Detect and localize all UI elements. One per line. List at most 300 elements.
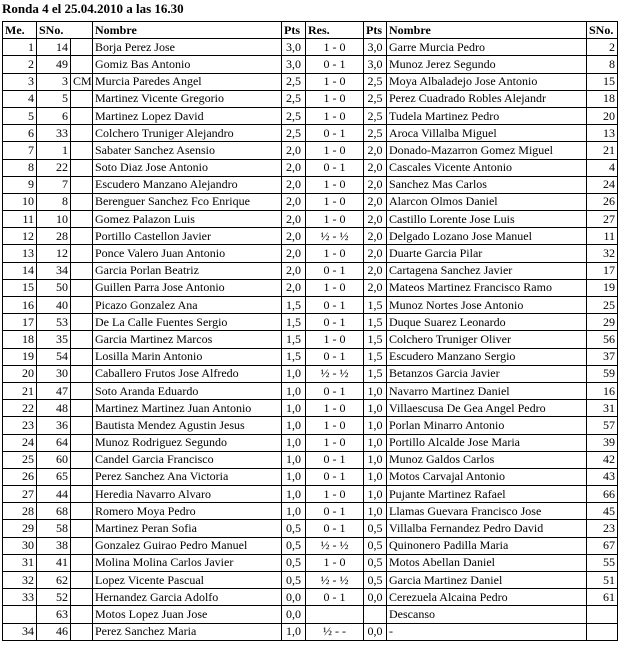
white-start-number: 64 <box>37 434 71 451</box>
table-row <box>3 503 618 520</box>
black-points: 2,0 <box>364 279 387 296</box>
white-player-name: De La Calle Fuentes Sergio <box>93 314 282 331</box>
black-start-number: 66 <box>587 486 618 503</box>
header-res: Res. <box>306 22 364 39</box>
white-title <box>71 572 93 589</box>
table-row <box>3 245 618 262</box>
white-start-number: 38 <box>37 537 71 554</box>
black-player-name: Cascales Vicente Antonio <box>387 159 587 176</box>
board-number: 33 <box>3 589 37 606</box>
result: 0 - 1 <box>306 520 364 537</box>
white-title <box>71 417 93 434</box>
white-player-name: Lopez Vicente Pascual <box>93 572 282 589</box>
white-title: CM <box>71 73 93 90</box>
white-player-name: Romero Moya Pedro <box>93 503 282 520</box>
white-title <box>71 314 93 331</box>
black-points: 2,0 <box>364 142 387 159</box>
white-title <box>71 279 93 296</box>
table-row <box>3 468 618 485</box>
board-number: 19 <box>3 348 37 365</box>
white-title <box>71 623 93 640</box>
black-start-number: 55 <box>587 554 618 571</box>
white-points: 2,0 <box>282 228 306 245</box>
table-row <box>3 589 618 606</box>
white-start-number: 65 <box>37 468 71 485</box>
white-title <box>71 125 93 142</box>
result: ½ - ½ <box>306 537 364 554</box>
board-number: 2 <box>3 56 37 73</box>
white-start-number: 7 <box>37 176 71 193</box>
black-start-number: 43 <box>587 468 618 485</box>
board-number: 8 <box>3 159 37 176</box>
white-start-number: 14 <box>37 39 71 56</box>
black-points: 1,0 <box>364 400 387 417</box>
result: 1 - 0 <box>306 331 364 348</box>
board-number: 22 <box>3 400 37 417</box>
result <box>306 606 364 623</box>
white-title <box>71 434 93 451</box>
black-points: 2,0 <box>364 228 387 245</box>
black-start-number: 16 <box>587 382 618 399</box>
table-row <box>3 572 618 589</box>
black-points: 2,0 <box>364 245 387 262</box>
white-start-number: 47 <box>37 382 71 399</box>
result: 1 - 0 <box>306 434 364 451</box>
white-player-name: Martinez Lopez David <box>93 107 282 124</box>
black-start-number: 32 <box>587 245 618 262</box>
white-start-number: 46 <box>37 623 71 640</box>
black-player-name: Sanchez Mas Carlos <box>387 176 587 193</box>
black-points: 0,5 <box>364 520 387 537</box>
table-row <box>3 90 618 107</box>
result: 1 - 0 <box>306 211 364 228</box>
white-start-number: 36 <box>37 417 71 434</box>
black-points: 1,0 <box>364 503 387 520</box>
header-pts: Pts <box>282 22 306 39</box>
black-start-number: 17 <box>587 262 618 279</box>
white-points: 2,0 <box>282 211 306 228</box>
table-row <box>3 417 618 434</box>
board-number: 25 <box>3 451 37 468</box>
white-title <box>71 520 93 537</box>
white-start-number: 6 <box>37 107 71 124</box>
white-title <box>71 107 93 124</box>
white-points: 2,0 <box>282 245 306 262</box>
black-points: 2,5 <box>364 125 387 142</box>
black-start-number: 51 <box>587 572 618 589</box>
black-player-name: Perez Cuadrado Robles Alejandr <box>387 90 587 107</box>
header-pts-2: Pts <box>364 22 387 39</box>
board-number: 1 <box>3 39 37 56</box>
white-title <box>71 537 93 554</box>
table-row <box>3 107 618 124</box>
result: 0 - 1 <box>306 297 364 314</box>
result: 0 - 1 <box>306 262 364 279</box>
white-start-number: 50 <box>37 279 71 296</box>
white-title <box>71 90 93 107</box>
white-points: 2,5 <box>282 107 306 124</box>
white-player-name: Hernandez Garcia Adolfo <box>93 589 282 606</box>
black-player-name: Garre Murcia Pedro <box>387 39 587 56</box>
black-start-number: 2 <box>587 39 618 56</box>
white-points: 1,0 <box>282 434 306 451</box>
table-row <box>3 400 618 417</box>
white-start-number: 63 <box>37 606 71 623</box>
black-start-number: 24 <box>587 176 618 193</box>
white-player-name: Perez Sanchez Ana Victoria <box>93 468 282 485</box>
white-title <box>71 503 93 520</box>
white-start-number: 68 <box>37 503 71 520</box>
black-start-number: 27 <box>587 211 618 228</box>
white-title <box>71 142 93 159</box>
black-player-name: Munoz Nortes Jose Antonio <box>387 297 587 314</box>
white-start-number: 5 <box>37 90 71 107</box>
white-points: 2,0 <box>282 279 306 296</box>
result: 0 - 1 <box>306 125 364 142</box>
result: 1 - 0 <box>306 486 364 503</box>
black-player-name: Motos Abellan Daniel <box>387 554 587 571</box>
table-row <box>3 211 618 228</box>
board-number: 20 <box>3 365 37 382</box>
white-points: 2,5 <box>282 90 306 107</box>
black-points: 1,5 <box>364 297 387 314</box>
black-start-number: 57 <box>587 417 618 434</box>
white-points: 1,0 <box>282 417 306 434</box>
black-points: 2,0 <box>364 176 387 193</box>
table-row <box>3 554 618 571</box>
black-start-number: 37 <box>587 348 618 365</box>
black-player-name: Escudero Manzano Sergio <box>387 348 587 365</box>
result: ½ - ½ <box>306 228 364 245</box>
black-points: 3,0 <box>364 39 387 56</box>
black-start-number: 11 <box>587 228 618 245</box>
board-number: 26 <box>3 468 37 485</box>
black-player-name: Mateos Martinez Francisco Ramo <box>387 279 587 296</box>
white-title <box>71 193 93 210</box>
black-player-name: Betanzos Garcia Javier <box>387 365 587 382</box>
white-start-number: 58 <box>37 520 71 537</box>
result: 0 - 1 <box>306 468 364 485</box>
white-title <box>71 228 93 245</box>
white-player-name: Losilla Marin Antonio <box>93 348 282 365</box>
white-points: 2,5 <box>282 125 306 142</box>
board-number: 15 <box>3 279 37 296</box>
white-title <box>71 159 93 176</box>
white-start-number: 40 <box>37 297 71 314</box>
white-player-name: Sabater Sanchez Asensio <box>93 142 282 159</box>
black-player-name: Moya Albaladejo Jose Antonio <box>387 73 587 90</box>
white-player-name: Gonzalez Guirao Pedro Manuel <box>93 537 282 554</box>
table-row <box>3 125 618 142</box>
black-points: 2,5 <box>364 73 387 90</box>
black-start-number: 19 <box>587 279 618 296</box>
board-number: 18 <box>3 331 37 348</box>
round-title: Ronda 4 el 25.04.2010 a las 16.30 <box>2 1 184 16</box>
black-points: 1,0 <box>364 434 387 451</box>
white-points: 0,0 <box>282 606 306 623</box>
table-row <box>3 331 618 348</box>
black-player-name: Motos Carvajal Antonio <box>387 468 587 485</box>
black-points: 2,0 <box>364 193 387 210</box>
table-row <box>3 434 618 451</box>
white-title <box>71 382 93 399</box>
table-row <box>3 623 618 640</box>
black-start-number <box>587 606 618 623</box>
white-points: 3,0 <box>282 39 306 56</box>
black-points: 1,5 <box>364 365 387 382</box>
black-start-number: 21 <box>587 142 618 159</box>
result: ½ - ½ <box>306 365 364 382</box>
white-player-name: Gomez Palazon Luis <box>93 211 282 228</box>
white-player-name: Berenguer Sanchez Fco Enrique <box>93 193 282 210</box>
board-number: 7 <box>3 142 37 159</box>
board-number: 5 <box>3 107 37 124</box>
board-number: 6 <box>3 125 37 142</box>
black-points: 1,0 <box>364 451 387 468</box>
board-number <box>3 606 37 623</box>
result: ½ - ½ <box>306 572 364 589</box>
white-start-number: 48 <box>37 400 71 417</box>
white-player-name: Picazo Gonzalez Ana <box>93 297 282 314</box>
board-number: 4 <box>3 90 37 107</box>
white-points: 2,0 <box>282 159 306 176</box>
white-player-name: Martinez Martinez Juan Antonio <box>93 400 282 417</box>
white-start-number: 35 <box>37 331 71 348</box>
board-number: 34 <box>3 623 37 640</box>
black-start-number: 13 <box>587 125 618 142</box>
white-title <box>71 606 93 623</box>
black-points: 1,0 <box>364 382 387 399</box>
white-start-number: 12 <box>37 245 71 262</box>
result: 1 - 0 <box>306 73 364 90</box>
black-start-number: 26 <box>587 193 618 210</box>
table-row <box>3 228 618 245</box>
white-start-number: 28 <box>37 228 71 245</box>
white-start-number: 34 <box>37 262 71 279</box>
white-points: 1,0 <box>282 468 306 485</box>
black-start-number: 8 <box>587 56 618 73</box>
black-player-name: Garcia Martinez Daniel <box>387 572 587 589</box>
black-start-number: 18 <box>587 90 618 107</box>
black-player-name: Duque Suarez Leonardo <box>387 314 587 331</box>
black-points: 2,0 <box>364 262 387 279</box>
header-row <box>3 22 618 39</box>
table-row <box>3 451 618 468</box>
table-row <box>3 520 618 537</box>
black-start-number <box>587 623 618 640</box>
black-player-name: Castillo Lorente Jose Luis <box>387 211 587 228</box>
white-title <box>71 245 93 262</box>
white-title <box>71 176 93 193</box>
white-start-number: 1 <box>37 142 71 159</box>
board-number: 9 <box>3 176 37 193</box>
board-number: 13 <box>3 245 37 262</box>
black-start-number: 61 <box>587 589 618 606</box>
black-start-number: 20 <box>587 107 618 124</box>
white-start-number: 53 <box>37 314 71 331</box>
result: 1 - 0 <box>306 90 364 107</box>
white-player-name: Caballero Frutos Jose Alfredo <box>93 365 282 382</box>
black-points <box>364 606 387 623</box>
white-start-number: 30 <box>37 365 71 382</box>
table-row <box>3 73 618 90</box>
table-row <box>3 193 618 210</box>
black-start-number: 15 <box>587 73 618 90</box>
black-start-number: 4 <box>587 159 618 176</box>
white-player-name: Molina Molina Carlos Javier <box>93 554 282 571</box>
board-number: 21 <box>3 382 37 399</box>
result: 1 - 0 <box>306 279 364 296</box>
black-player-name: Delgado Lozano Jose Manuel <box>387 228 587 245</box>
black-player-name: Villaescusa De Gea Angel Pedro <box>387 400 587 417</box>
table-row <box>3 537 618 554</box>
white-player-name: Guillen Parra Jose Antonio <box>93 279 282 296</box>
white-points: 2,0 <box>282 142 306 159</box>
result: 1 - 0 <box>306 142 364 159</box>
table-row <box>3 142 618 159</box>
table-row <box>3 606 618 623</box>
black-player-name: Munoz Jerez Segundo <box>387 56 587 73</box>
white-points: 1,5 <box>282 297 306 314</box>
board-number: 30 <box>3 537 37 554</box>
board-number: 14 <box>3 262 37 279</box>
black-player-name: Navarro Martinez Daniel <box>387 382 587 399</box>
white-player-name: Martinez Peran Sofia <box>93 520 282 537</box>
board-number: 10 <box>3 193 37 210</box>
table-row <box>3 56 618 73</box>
white-points: 1,0 <box>282 365 306 382</box>
black-points: 0,0 <box>364 623 387 640</box>
black-points: 0,5 <box>364 572 387 589</box>
black-start-number: 25 <box>587 297 618 314</box>
result: 1 - 0 <box>306 107 364 124</box>
white-points: 2,0 <box>282 193 306 210</box>
black-player-name: Colchero Truniger Oliver <box>387 331 587 348</box>
white-title <box>71 468 93 485</box>
white-player-name: Perez Sanchez Maria <box>93 623 282 640</box>
black-points: 1,5 <box>364 331 387 348</box>
board-number: 31 <box>3 554 37 571</box>
board-number: 28 <box>3 503 37 520</box>
black-points: 2,0 <box>364 159 387 176</box>
white-points: 3,0 <box>282 56 306 73</box>
white-title <box>71 486 93 503</box>
white-points: 1,0 <box>282 382 306 399</box>
board-number: 32 <box>3 572 37 589</box>
board-number: 11 <box>3 211 37 228</box>
black-player-name: Tudela Martinez Pedro <box>387 107 587 124</box>
white-player-name: Colchero Truniger Alejandro <box>93 125 282 142</box>
result: ½ - - <box>306 623 364 640</box>
header-sno: SNo. <box>37 22 93 39</box>
table-row <box>3 365 618 382</box>
white-player-name: Candel Garcia Francisco <box>93 451 282 468</box>
black-start-number: 29 <box>587 314 618 331</box>
result: 1 - 0 <box>306 554 364 571</box>
white-player-name: Munoz Rodriguez Segundo <box>93 434 282 451</box>
black-player-name: Cerezuela Alcaina Pedro <box>387 589 587 606</box>
board-number: 17 <box>3 314 37 331</box>
white-points: 0,5 <box>282 520 306 537</box>
white-points: 1,0 <box>282 486 306 503</box>
white-start-number: 44 <box>37 486 71 503</box>
white-start-number: 52 <box>37 589 71 606</box>
black-points: 2,5 <box>364 107 387 124</box>
result: 1 - 0 <box>306 417 364 434</box>
header-sno-2: SNo. <box>587 22 618 39</box>
white-player-name: Gomiz Bas Antonio <box>93 56 282 73</box>
result: 0 - 1 <box>306 503 364 520</box>
white-player-name: Bautista Mendez Agustin Jesus <box>93 417 282 434</box>
table-row <box>3 159 618 176</box>
white-points: 2,5 <box>282 73 306 90</box>
black-start-number: 42 <box>587 451 618 468</box>
black-points: 1,5 <box>364 348 387 365</box>
black-player-name: Portillo Alcalde Jose Maria <box>387 434 587 451</box>
white-title <box>71 297 93 314</box>
black-points: 2,5 <box>364 90 387 107</box>
white-title <box>71 211 93 228</box>
result: 0 - 1 <box>306 589 364 606</box>
black-player-name: Cartagena Sanchez Javier <box>387 262 587 279</box>
black-points: 2,0 <box>364 211 387 228</box>
black-points: 1,0 <box>364 417 387 434</box>
white-start-number: 33 <box>37 125 71 142</box>
white-points: 2,0 <box>282 262 306 279</box>
result: 0 - 1 <box>306 451 364 468</box>
header-nombre: Nombre <box>93 22 282 39</box>
black-points: 1,5 <box>364 314 387 331</box>
white-player-name: Garcia Martinez Marcos <box>93 331 282 348</box>
black-player-name: Munoz Galdos Carlos <box>387 451 587 468</box>
black-start-number: 67 <box>587 537 618 554</box>
black-start-number: 31 <box>587 400 618 417</box>
header-nombre-2: Nombre <box>387 22 587 39</box>
white-points: 1,5 <box>282 348 306 365</box>
board-number: 24 <box>3 434 37 451</box>
white-start-number: 3 <box>37 73 71 90</box>
result: 0 - 1 <box>306 314 364 331</box>
black-start-number: 59 <box>587 365 618 382</box>
white-title <box>71 56 93 73</box>
black-player-name: Llamas Guevara Francisco Jose <box>387 503 587 520</box>
white-title <box>71 554 93 571</box>
black-player-name: Quinonero Padilla Maria <box>387 537 587 554</box>
white-points: 0,5 <box>282 537 306 554</box>
white-player-name: Soto Aranda Eduardo <box>93 382 282 399</box>
black-points: 1,0 <box>364 486 387 503</box>
table-row <box>3 176 618 193</box>
result: 1 - 0 <box>306 39 364 56</box>
white-start-number: 8 <box>37 193 71 210</box>
black-player-name: Duarte Garcia Pilar <box>387 245 587 262</box>
board-number: 27 <box>3 486 37 503</box>
board-number: 3 <box>3 73 37 90</box>
white-start-number: 49 <box>37 56 71 73</box>
black-start-number: 45 <box>587 503 618 520</box>
board-number: 23 <box>3 417 37 434</box>
table-row <box>3 348 618 365</box>
white-points: 2,0 <box>282 176 306 193</box>
white-player-name: Murcia Paredes Angel <box>93 73 282 90</box>
result: 1 - 0 <box>306 176 364 193</box>
black-player-name: Pujante Martinez Rafael <box>387 486 587 503</box>
black-player-name: Aroca Villalba Miguel <box>387 125 587 142</box>
white-points: 0,5 <box>282 554 306 571</box>
white-title <box>71 365 93 382</box>
table-row <box>3 39 618 56</box>
black-points: 0,0 <box>364 589 387 606</box>
